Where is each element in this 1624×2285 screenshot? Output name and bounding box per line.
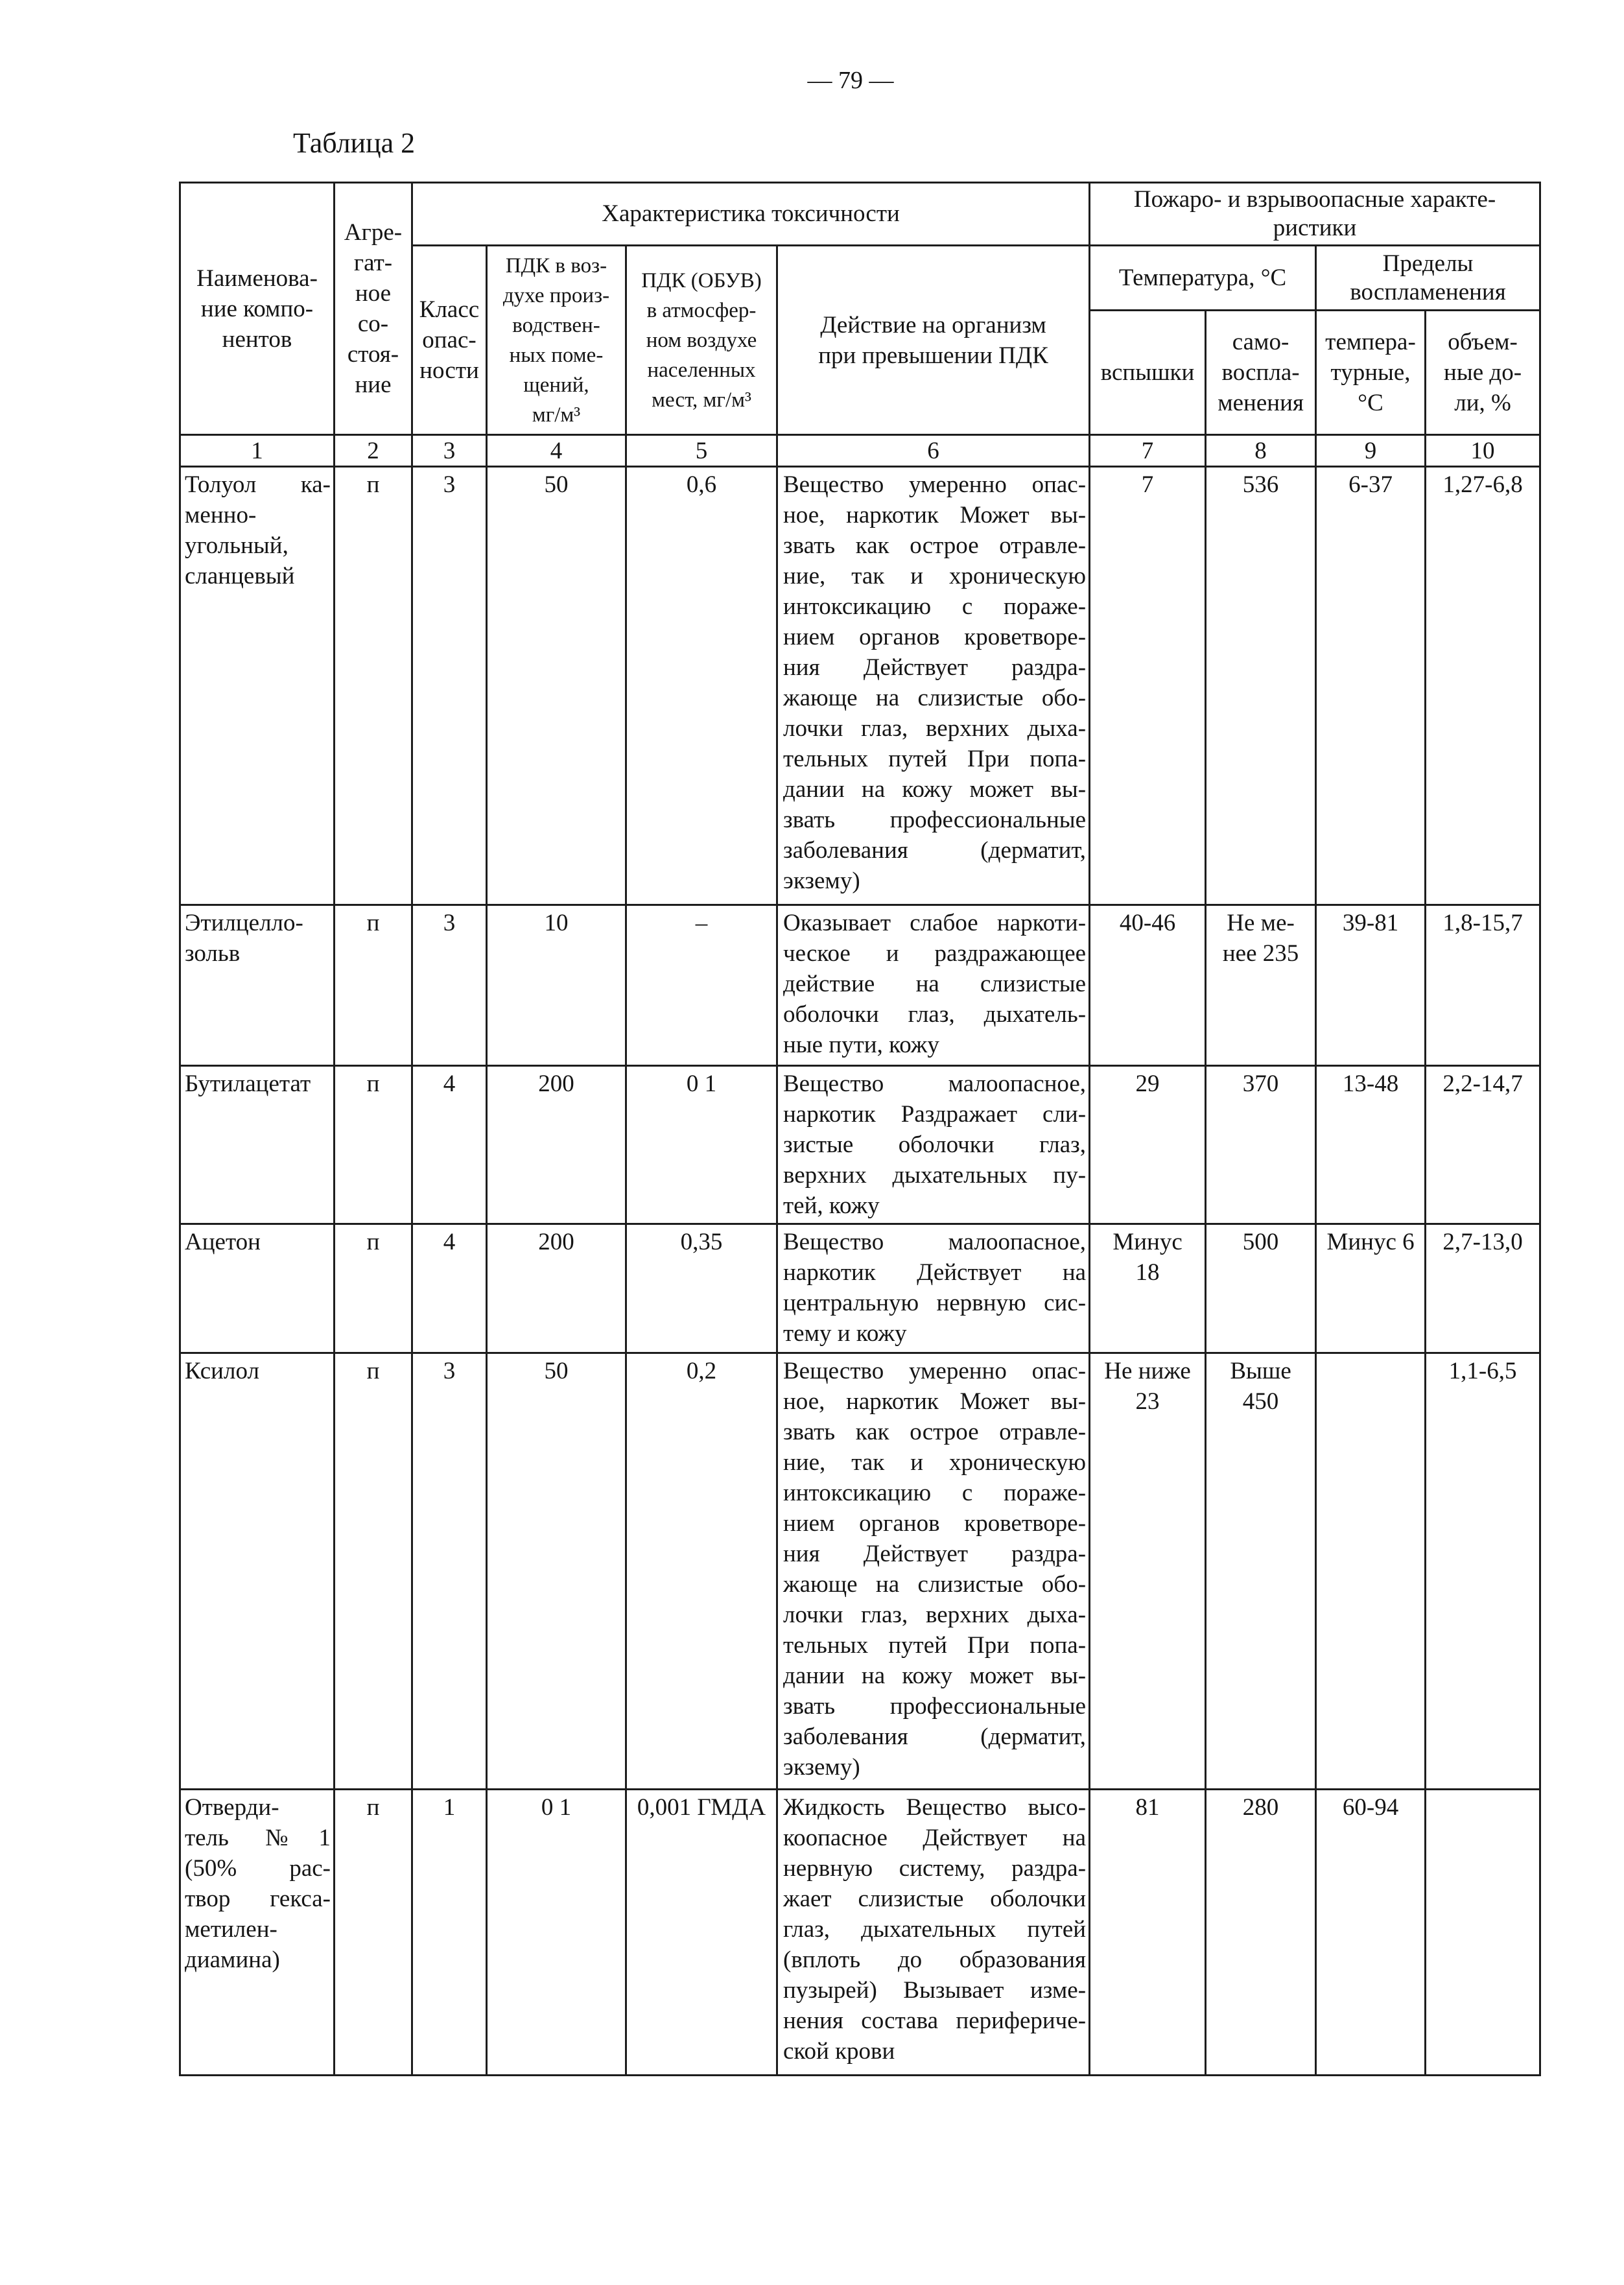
cell-component-name-line: менно-: [185, 502, 257, 528]
header-flash-point: вспышки: [1090, 311, 1206, 435]
cell-health-effect-line: нервную систему, раздра-: [783, 1855, 1087, 1882]
cell-component-name-line: Этилцелло-: [185, 910, 303, 936]
header-text-line: Агре-: [344, 219, 403, 246]
cell-health-effect-line: интоксикацию с пораже-: [783, 593, 1087, 620]
cell-health-effect-line: Вещество малоопасное,: [783, 1071, 1087, 1097]
header-text-line: населенных: [647, 358, 756, 382]
cell-flash-point-line: 7: [1141, 471, 1154, 498]
header-text-line: ное: [355, 280, 392, 307]
header-text-line: ристики: [1273, 215, 1357, 241]
column-number: 9: [1316, 435, 1426, 467]
cell-component-name-line: (50% рас-: [185, 1855, 331, 1882]
header-text-line: темпера-: [1325, 329, 1416, 355]
cell-hazard-class: 4: [412, 1066, 487, 1224]
cell-autoignition-line: нее 235: [1222, 940, 1299, 967]
cell-autoignition-line: Выше: [1230, 1358, 1291, 1384]
cell-pdk-atmosphere: 0 1: [626, 1066, 777, 1224]
cell-health-effect-line: нения состава перифериче-: [783, 2007, 1087, 2034]
cell-flash-point: [1090, 1224, 1206, 1353]
cell-health-effect-line: лочки глаз, верхних дыха-: [783, 1602, 1087, 1628]
cell-health-effect-line: ние, так и хроническую: [783, 563, 1087, 589]
cell-health-effect: [777, 1353, 1090, 1790]
header-text-line: само-: [1232, 329, 1289, 355]
header-text-line: турные,: [1330, 359, 1411, 386]
column-number: 8: [1206, 435, 1316, 467]
cell-health-effect-line: Жидкость Вещество высо-: [783, 1794, 1087, 1821]
header-text-line: водствен-: [512, 313, 600, 337]
cell-health-effect-line: нием органов кроветворе-: [783, 624, 1087, 650]
table-row: [180, 1224, 1540, 1353]
cell-component-name-line: зольв: [185, 940, 241, 967]
column-number: 4: [487, 435, 626, 467]
cell-health-effect-line: ное, наркотик Может вы-: [783, 502, 1087, 528]
cell-health-effect-line: жающе на слизистые обо-: [783, 685, 1087, 711]
cell-hazard-class: 4: [412, 1224, 487, 1353]
header-row: [180, 183, 1540, 246]
cell-health-effect-line: экзему): [783, 1754, 860, 1781]
cell-health-effect-line: дании на кожу может вы-: [783, 1663, 1087, 1689]
cell-health-effect-line: ное, наркотик Может вы-: [783, 1388, 1087, 1415]
cell-health-effect-line: интоксикацию с пораже-: [783, 1480, 1087, 1506]
header-text-line: стоя-: [347, 341, 399, 368]
header-text-line: опас-: [422, 327, 477, 353]
cell-component-name: [180, 1790, 335, 2076]
table-header: [180, 183, 1540, 467]
cell-limits-volume: 2,2-14,7: [1426, 1066, 1540, 1224]
header-text-line: духе произ-: [502, 283, 610, 307]
cell-aggregate-state: п: [335, 467, 412, 905]
cell-flash-point-line: 23: [1135, 1388, 1160, 1415]
cell-limits-volume: 2,7-13,0: [1426, 1224, 1540, 1353]
cell-health-effect-line: Вещество малоопасное,: [783, 1229, 1087, 1255]
cell-component-name-line: Бутилацетат: [185, 1071, 311, 1097]
column-number: 2: [335, 435, 412, 467]
header-autoignition: [1206, 311, 1316, 435]
cell-health-effect-line: тельных путей При попа-: [783, 746, 1087, 772]
cell-pdk-atmosphere: –: [626, 905, 777, 1066]
header-text-line: ние: [355, 372, 392, 398]
cell-hazard-class: 3: [412, 1353, 487, 1790]
header-text-line: Пределы: [1382, 250, 1474, 277]
cell-health-effect: [777, 467, 1090, 905]
cell-health-effect-line: тему и кожу: [783, 1320, 907, 1347]
header-text-line: при превышении ПДК: [818, 342, 1048, 369]
header-text-line: ние компо-: [200, 295, 314, 322]
cell-health-effect-line: Вещество умеренно опас-: [783, 471, 1087, 498]
cell-aggregate-state: п: [335, 1224, 412, 1353]
cell-health-effect-line: (вплоть до образования: [783, 1947, 1087, 1973]
cell-component-name: [180, 1353, 335, 1790]
cell-pdk-atmosphere: 0,001 ГМДА: [626, 1790, 777, 2076]
cell-limits-temperature: 6-37: [1316, 467, 1426, 905]
cell-component-name-line: Ацетон: [185, 1229, 261, 1255]
header-text-line: °С: [1358, 390, 1383, 416]
cell-health-effect-line: Оказывает слабое наркоти-: [783, 910, 1087, 936]
cell-pdk-workplace: 50: [487, 1353, 626, 1790]
cell-health-effect-line: коопасное Действует на: [783, 1825, 1087, 1851]
cell-health-effect-line: ческое и раздражающее: [783, 940, 1087, 967]
table-caption: Таблица 2: [293, 127, 416, 159]
cell-component-name-line: твор гекса-: [185, 1886, 331, 1912]
cell-autoignition: [1206, 1224, 1316, 1353]
header-pdk-atmosphere: [626, 246, 777, 435]
page-number: — 79 —: [807, 67, 894, 94]
cell-health-effect-line: центральную нервную сис-: [783, 1290, 1087, 1316]
cell-pdk-workplace: 200: [487, 1224, 626, 1353]
header-text-line: мест, мг/м³: [652, 388, 751, 412]
cell-component-name-line: Ксилол: [185, 1358, 259, 1384]
cell-limits-volume: 1,8-15,7: [1426, 905, 1540, 1066]
header-text-line: ПДК в воз-: [505, 254, 607, 278]
header-text-line: ли, %: [1454, 390, 1511, 416]
table-row: [180, 905, 1540, 1066]
cell-autoignition: [1206, 1790, 1316, 2076]
cell-health-effect: [777, 1066, 1090, 1224]
cell-component-name-line: сланцевый: [185, 563, 295, 589]
column-number: 10: [1426, 435, 1540, 467]
header-text-line: Действие на организм: [820, 311, 1046, 338]
column-number: 1: [180, 435, 335, 467]
cell-health-effect-line: звать профессиональные: [783, 1693, 1087, 1720]
cell-health-effect-line: глаз, дыхательных путей: [783, 1916, 1087, 1943]
cell-flash-point: [1090, 1066, 1206, 1224]
cell-autoignition-line: 280: [1242, 1794, 1279, 1821]
cell-aggregate-state: п: [335, 1066, 412, 1224]
header-text-line: ПДК (ОБУВ): [641, 268, 762, 292]
cell-flash-point-line: 18: [1135, 1259, 1160, 1286]
cell-health-effect-line: дании на кожу может вы-: [783, 776, 1087, 803]
header-text-line: воспламенения: [1350, 278, 1506, 305]
cell-health-effect-line: звать как острое отравле-: [783, 1419, 1087, 1445]
cell-limits-temperature: 60-94: [1316, 1790, 1426, 2076]
cell-autoignition: [1206, 1353, 1316, 1790]
table-body: [180, 467, 1540, 2076]
cell-health-effect-line: ния Действует раздра-: [783, 1541, 1087, 1567]
cell-autoignition-line: 500: [1242, 1229, 1279, 1255]
cell-health-effect-line: заболевания (дерматит,: [783, 837, 1087, 864]
cell-limits-temperature: 13-48: [1316, 1066, 1426, 1224]
cell-limits-volume: 1,27-6,8: [1426, 467, 1540, 905]
header-limits-temperature: [1316, 311, 1426, 435]
header-pdk-workplace: [487, 246, 626, 435]
header-fire-explosion: [1090, 183, 1540, 246]
cell-flash-point-line: 81: [1135, 1794, 1160, 1821]
cell-health-effect-line: оболочки глаз, дыхатель-: [783, 1001, 1087, 1028]
cell-health-effect-line: нием органов кроветворе-: [783, 1510, 1087, 1537]
cell-health-effect-line: действие на слизистые: [783, 971, 1087, 997]
cell-aggregate-state: п: [335, 1790, 412, 2076]
cell-limits-volume: [1426, 1790, 1540, 2076]
table-row: [180, 467, 1540, 905]
cell-flash-point: [1090, 1790, 1206, 2076]
header-text-line: ном воздухе: [646, 328, 757, 352]
cell-component-name: [180, 467, 335, 905]
column-number: 6: [777, 435, 1090, 467]
header-text-line: Класс: [419, 296, 480, 323]
cell-autoignition-line: 370: [1242, 1071, 1279, 1097]
cell-pdk-atmosphere: 0,2: [626, 1353, 777, 1790]
cell-health-effect-line: экзему): [783, 868, 860, 894]
cell-component-name-line: диамина): [185, 1947, 280, 1973]
cell-flash-point-line: Минус: [1112, 1229, 1183, 1255]
column-number: 5: [626, 435, 777, 467]
header-text-line: ности: [419, 357, 479, 384]
cell-health-effect-line: пузырей) Вызывает изме-: [783, 1977, 1087, 2004]
cell-health-effect-line: наркотик Действует на: [783, 1259, 1087, 1286]
header-limits-volume: [1426, 311, 1540, 435]
cell-pdk-workplace: 50: [487, 467, 626, 905]
cell-pdk-atmosphere: 0,6: [626, 467, 777, 905]
cell-aggregate-state: п: [335, 905, 412, 1066]
cell-autoignition: [1206, 905, 1316, 1066]
cell-health-effect-line: тельных путей При попа-: [783, 1632, 1087, 1659]
cell-flash-point-line: Не ниже: [1104, 1358, 1191, 1384]
header-text-line: в атмосфер-: [646, 298, 757, 322]
cell-health-effect-line: звать профессиональные: [783, 807, 1087, 833]
cell-limits-temperature: Минус 6: [1316, 1224, 1426, 1353]
cell-flash-point-line: 29: [1135, 1071, 1160, 1097]
hazard-characteristics-table: [179, 182, 1541, 2076]
header-text-line: Пожаро- и взрывоопасные характе-: [1133, 186, 1496, 213]
header-text-line: ные до-: [1444, 359, 1522, 386]
cell-health-effect-line: зистые оболочки глаз,: [783, 1131, 1087, 1158]
header-text-line: со-: [357, 311, 389, 337]
header-text-line: мг/м³: [532, 403, 581, 427]
cell-autoignition-line: 536: [1242, 471, 1279, 498]
cell-autoignition-line: Не ме-: [1227, 910, 1295, 936]
cell-health-effect-line: наркотик Раздражает сли-: [783, 1101, 1087, 1128]
cell-flash-point-line: 40-46: [1119, 910, 1176, 936]
cell-component-name: [180, 1224, 335, 1353]
header-text-line: нентов: [222, 326, 292, 353]
cell-health-effect-line: верхних дыхательных пу-: [783, 1162, 1087, 1189]
cell-hazard-class: 3: [412, 467, 487, 905]
table-row: [180, 1790, 1540, 2076]
table-row: [180, 1353, 1540, 1790]
cell-pdk-workplace: 10: [487, 905, 626, 1066]
header-ignition-limits: [1316, 246, 1540, 311]
header-health-effect: [777, 246, 1090, 435]
cell-health-effect-line: Вещество умеренно опас-: [783, 1358, 1087, 1384]
cell-health-effect: [777, 1224, 1090, 1353]
cell-component-name-line: Толуол ка-: [185, 471, 331, 498]
cell-pdk-atmosphere: 0,35: [626, 1224, 777, 1353]
header-text-line: ных поме-: [509, 343, 604, 367]
column-number: 3: [412, 435, 487, 467]
cell-health-effect: [777, 1790, 1090, 2076]
header-text-line: гат-: [353, 250, 393, 276]
cell-pdk-workplace: 200: [487, 1066, 626, 1224]
column-number: 7: [1090, 435, 1206, 467]
header-text-line: объем-: [1448, 329, 1518, 355]
cell-flash-point: [1090, 467, 1206, 905]
cell-health-effect-line: ния Действует раздра-: [783, 654, 1087, 681]
cell-limits-volume: 1,1-6,5: [1426, 1353, 1540, 1790]
cell-autoignition: [1206, 1066, 1316, 1224]
cell-limits-temperature: [1316, 1353, 1426, 1790]
cell-aggregate-state: п: [335, 1353, 412, 1790]
header-hazard-class: [412, 246, 487, 435]
cell-hazard-class: 3: [412, 905, 487, 1066]
cell-health-effect-line: жает слизистые оболочки: [783, 1886, 1087, 1912]
cell-health-effect-line: заболевания (дерматит,: [783, 1723, 1087, 1750]
cell-health-effect-line: звать как острое отравле-: [783, 532, 1087, 559]
cell-flash-point: [1090, 905, 1206, 1066]
cell-limits-temperature: 39-81: [1316, 905, 1426, 1066]
table-row: [180, 1066, 1540, 1224]
header-text-line: щений,: [523, 373, 589, 397]
cell-component-name-line: метилен-: [185, 1916, 277, 1943]
cell-pdk-workplace: 0 1: [487, 1790, 626, 2076]
cell-autoignition-line: 450: [1242, 1388, 1279, 1415]
header-toxicity: Характеристика токсичности: [412, 183, 1090, 246]
header-text-line: менения: [1218, 390, 1304, 416]
cell-health-effect-line: ние, так и хроническую: [783, 1449, 1087, 1476]
cell-hazard-class: 1: [412, 1790, 487, 2076]
header-component-name: [180, 183, 335, 435]
cell-health-effect-line: тей, кожу: [783, 1192, 880, 1219]
cell-flash-point: [1090, 1353, 1206, 1790]
cell-component-name-line: угольный,: [185, 532, 288, 559]
cell-component-name: [180, 905, 335, 1066]
header-text-line: воспла-: [1221, 359, 1300, 386]
header-temperature: Температура, °С: [1090, 246, 1316, 311]
cell-component-name-line: Отверди-: [185, 1794, 279, 1821]
cell-health-effect-line: ской крови: [783, 2038, 895, 2065]
header-text-line: Наименова-: [196, 265, 318, 292]
cell-autoignition: [1206, 467, 1316, 905]
cell-health-effect-line: ные пути, кожу: [783, 1032, 939, 1058]
column-number-row: [180, 435, 1540, 467]
header-aggregate-state: [335, 183, 412, 435]
cell-health-effect-line: лочки глаз, верхних дыха-: [783, 715, 1087, 742]
cell-component-name-line: тель №1: [185, 1825, 331, 1851]
cell-health-effect-line: жающе на слизистые обо-: [783, 1571, 1087, 1598]
cell-component-name: [180, 1066, 335, 1224]
cell-health-effect: [777, 905, 1090, 1066]
